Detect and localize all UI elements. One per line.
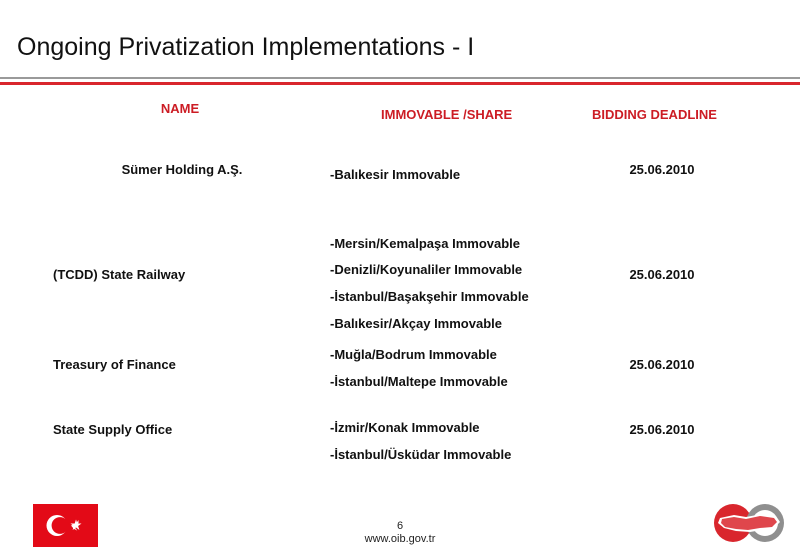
title-divider-gray — [0, 77, 800, 79]
immovable-item: -Denizli/Koyunaliler Immovable — [330, 262, 523, 277]
website-url: www.oib.gov.tr — [364, 533, 436, 545]
immovable-item: -İstanbul/Başakşehir Immovable — [330, 289, 529, 304]
immovable-item: -İstanbul/Üsküdar Immovable — [330, 447, 512, 462]
column-header-immovable: IMMOVABLE /SHARE — [381, 107, 513, 122]
row-name-tcdd: (TCDD) State Railway — [53, 267, 186, 282]
page-number: 6 — [396, 520, 404, 532]
row-deadline: 25.06.2010 — [629, 422, 695, 437]
immovable-item: -Mersin/Kemalpaşa Immovable — [330, 236, 521, 251]
title-divider-red — [0, 82, 800, 85]
row-name-sumer-holding: Sümer Holding A.Ş. — [121, 162, 243, 177]
immovable-item: -İzmir/Konak Immovable — [330, 420, 480, 435]
oib-logo-icon — [712, 500, 786, 546]
column-header-name: NAME — [160, 101, 200, 116]
row-name-state-supply: State Supply Office — [53, 422, 173, 437]
row-deadline: 25.06.2010 — [629, 162, 695, 177]
row-deadline: 25.06.2010 — [629, 357, 695, 372]
row-name-treasury: Treasury of Finance — [53, 357, 176, 372]
column-header-deadline: BIDDING DEADLINE — [592, 107, 717, 122]
row-deadline: 25.06.2010 — [629, 267, 695, 282]
immovable-item: -Balıkesir/Akçay Immovable — [330, 316, 502, 331]
immovable-item: -Balıkesir Immovable — [330, 167, 461, 182]
slide-title: Ongoing Privatization Implementations - I — [17, 33, 475, 61]
immovable-item: -İstanbul/Maltepe Immovable — [330, 374, 508, 389]
immovable-item: -Muğla/Bodrum Immovable — [330, 347, 497, 362]
